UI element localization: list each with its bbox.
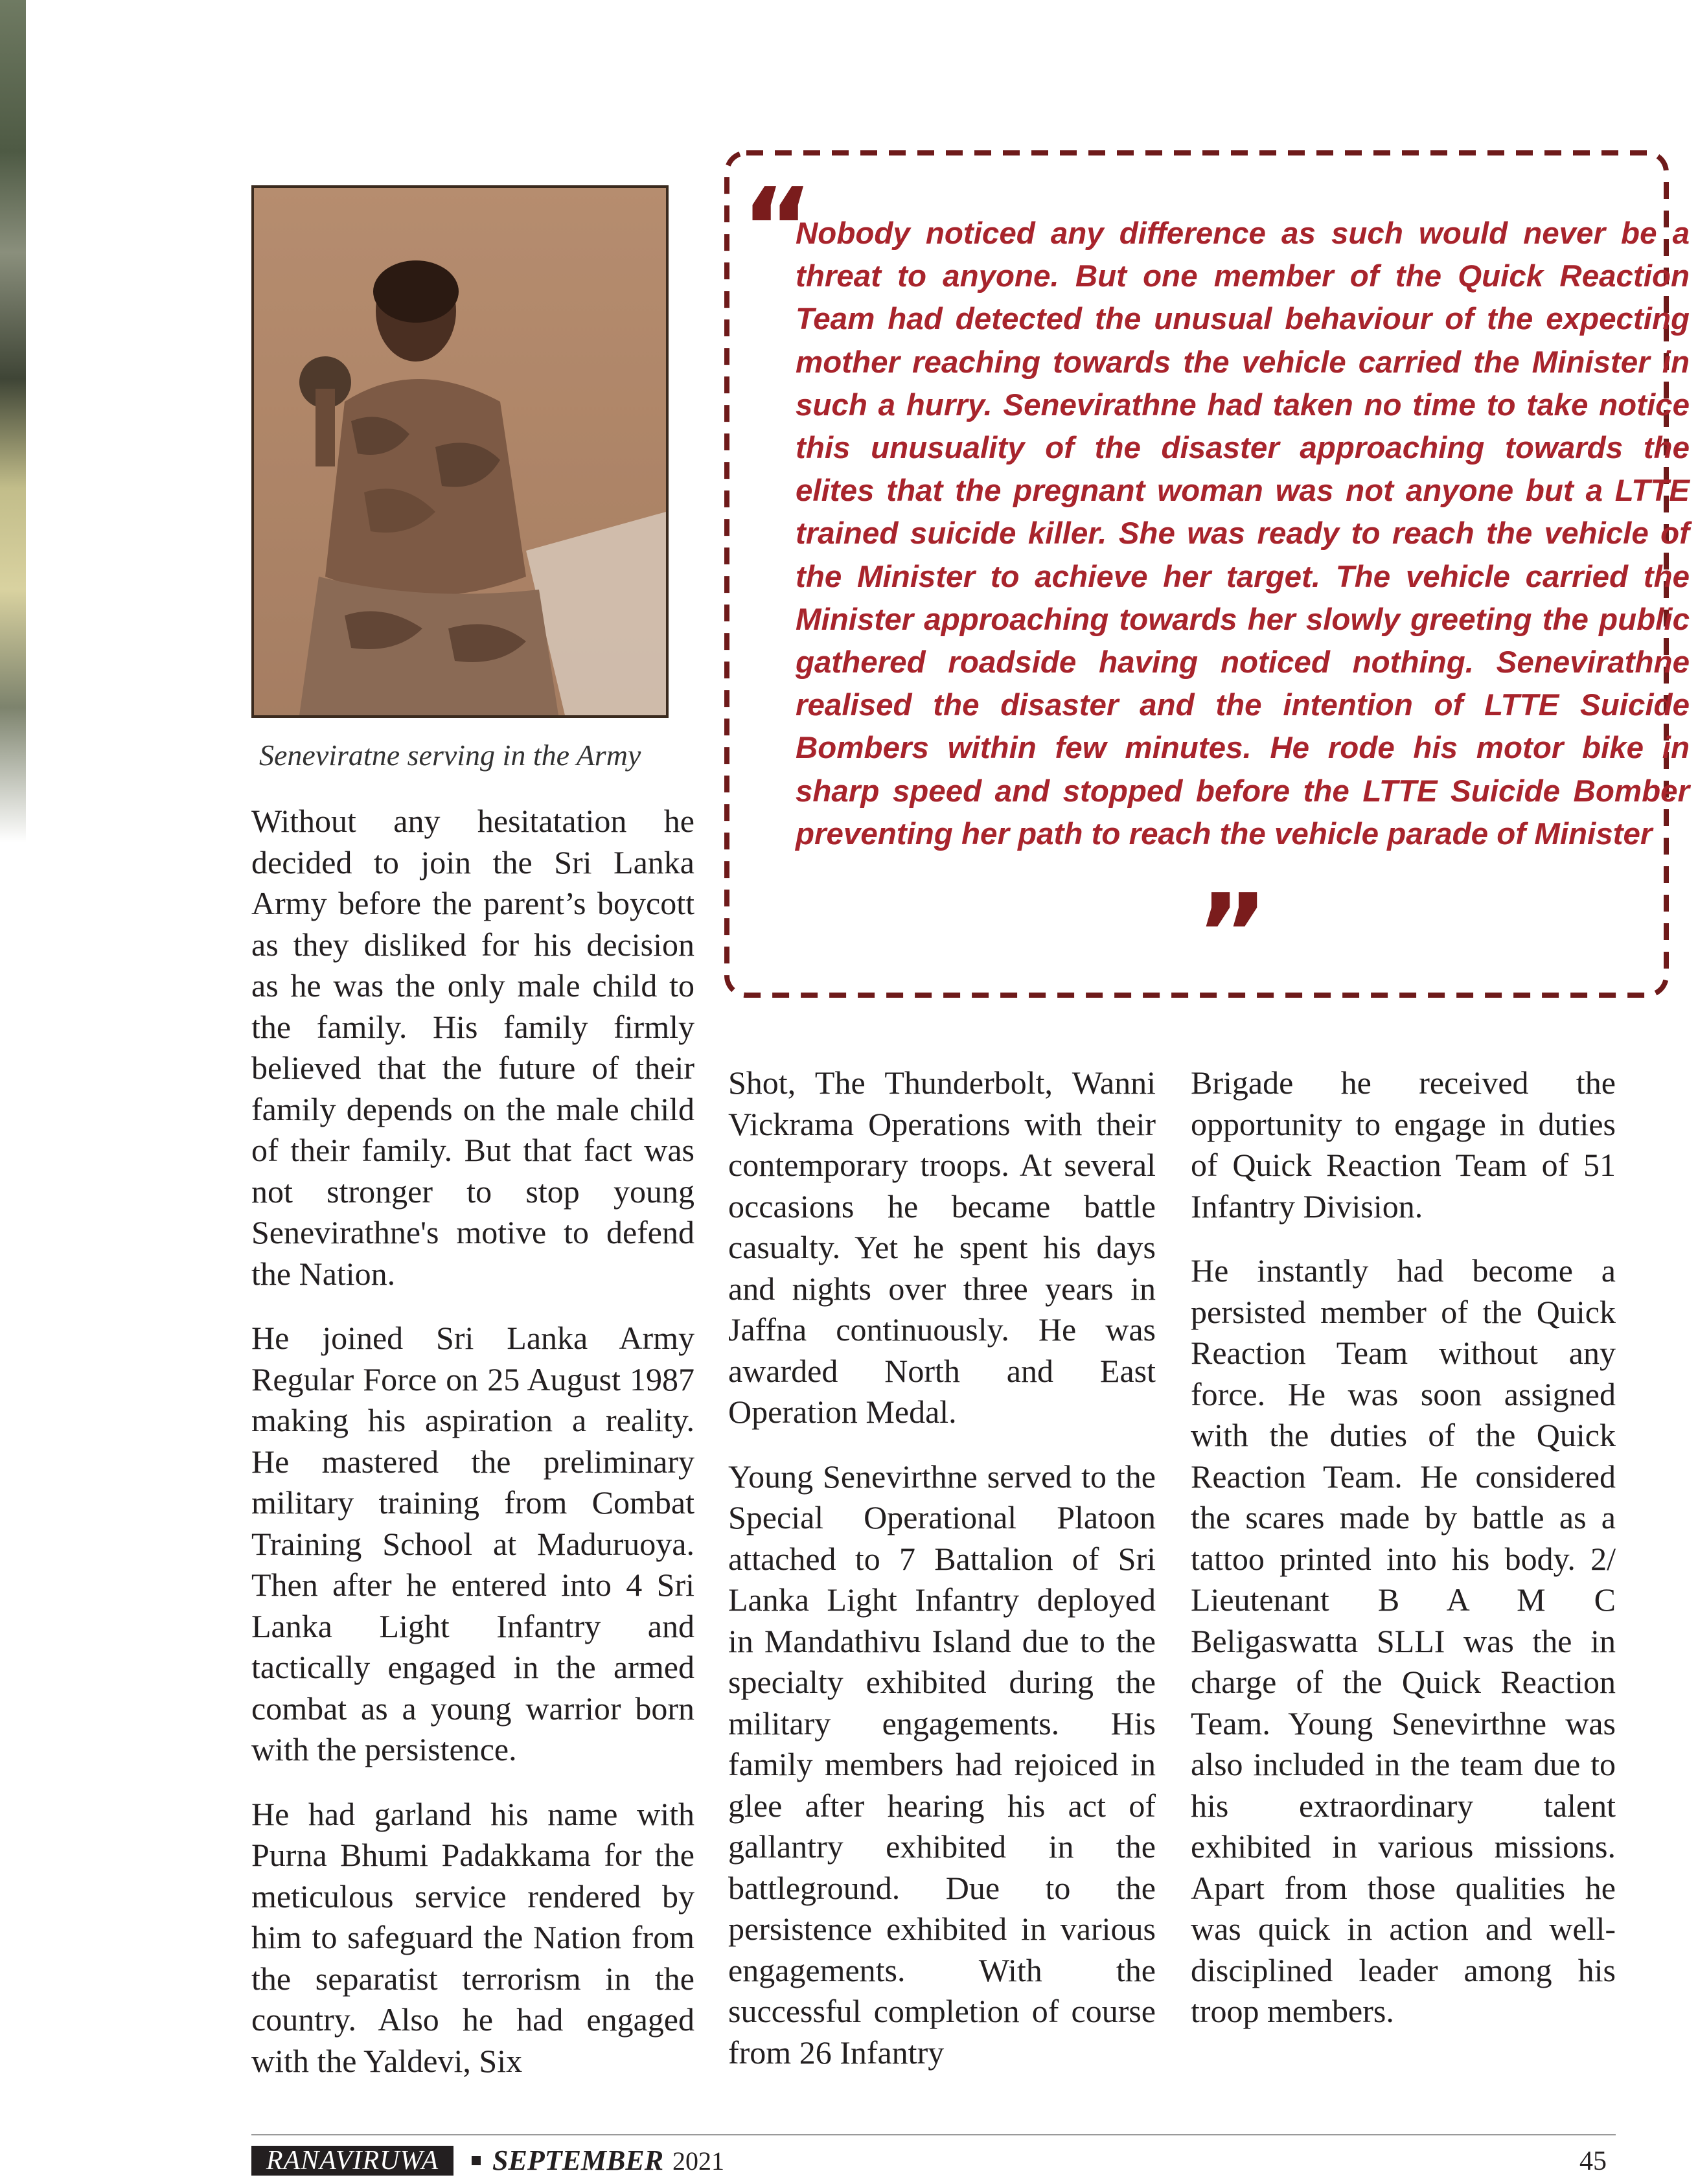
square-bullet-icon (472, 2156, 481, 2165)
photo-caption: Seneviratne serving in the Army (259, 739, 641, 772)
article-column-3 (1191, 1063, 1616, 2056)
soldier-photo-image (254, 188, 666, 715)
magazine-name: RANAVIRUWA (251, 2146, 453, 2176)
close-quote-mark: ” (1196, 871, 1268, 999)
paragraph: Brigade he received the opportunity to engage in duties of Quick Reaction Team of 51 Infantry Division. (1191, 1064, 1616, 1224)
issue-year: 2021 (672, 2146, 724, 2176)
pull-quote-box (722, 148, 1690, 1000)
paragraph: He instantly had become a persisted member of the Quick Reaction Team without any force. He was soon assigned with the duties of the Quick Reaction Team. He considered the scares made by battle as a tattoo printed into his body. 2/ Lieutenant B A M C Beligaswatta SLLI was the in charge of the Quick Reaction Team. Young Senevirthne was also included in the team due to his extraordinary talent exhibited in various missions. Apart from those qualities he was quick in action and well-disciplined leader among his troop members. (1191, 1252, 1616, 2029)
adjacent-page-photo-edge (0, 0, 26, 842)
paragraph: Young Senevirthne served to the Special Operational Platoon attached to 7 Battalion of Sri Lanka Light Infantry deployed in Mandathivu Island due to the specialty exhibited during the military engagements. His family members had rejoiced in glee after hearing his act of gallantry exhibited in the battleground. Due to the persistence exhibited in various engagements. With the successful completion of course from 26 Infantry (728, 1458, 1156, 2071)
page-number: 45 (1579, 2146, 1607, 2176)
footer-divider (251, 2134, 1616, 2135)
article-column-2 (728, 1063, 1156, 2097)
article-column-1 (251, 801, 694, 2105)
open-quote-mark: “ (741, 165, 814, 293)
paragraph: Shot, The Thunderbolt, Wanni Vickrama Operations with their contemporary troops. At several occasions he became battle casualty. Yet he spent his days and nights over three years in Jaffna continuously. He was awarded North and East Operation Medal. (728, 1064, 1156, 1430)
paragraph: Without any hesitatation he decided to join the Sri Lanka Army before the parent’s boycott as they disliked for his decision as he was the only male child to the family. His family firmly believed that the future of their family depends on the male child of their family. But that fact was not stronger to stop young Senevirathne's motive to defend the Nation. (251, 803, 694, 1292)
pull-quote-text: Nobody noticed any difference as such would never be a threat to anyone. But one member of the Quick Reaction Team had detected the unusual behaviour of the expecting mother reaching towards the vehicle carried the Minister in such a hurry. Senevirathne had taken no time to take notice this unusuality of the disaster approaching towards the elites that the pregnant woman was not anyone but a LTTE trained suicide killer. She was ready to reach the vehicle of the Minister to achieve her target. The vehicle carried the Minister approaching towards her slowly greeting the public gathered roadside having noticed nothing. Senevirathne realised the disaster and the intention of LTTE Suicide Bombers within few minutes. He rode his motor bike in sharp speed and stopped before the LTTE Suicide Bomber preventing her path to reach the vehicle parade of Minister (796, 216, 1690, 851)
paragraph: He joined Sri Lanka Army Regular Force on 25 August 1987 making his aspiration a reality. He mastered the preliminary military training from Combat Training School at Maduruoya. Then after he entered into 4 Sri Lanka Light Infantry and tactically engaged in the armed combat as a young warrior born with the persistence. (251, 1320, 694, 1767)
soldier-photo (251, 185, 669, 718)
issue-month: SEPTEMBER (492, 2144, 664, 2176)
paragraph: He had garland his name with Purna Bhumi Padakkama for the meticulous service rendered by him to safeguard the Nation from the separatist terrorism in the country. Also he had engaged with the Yaldevi, Six (251, 1795, 694, 2079)
